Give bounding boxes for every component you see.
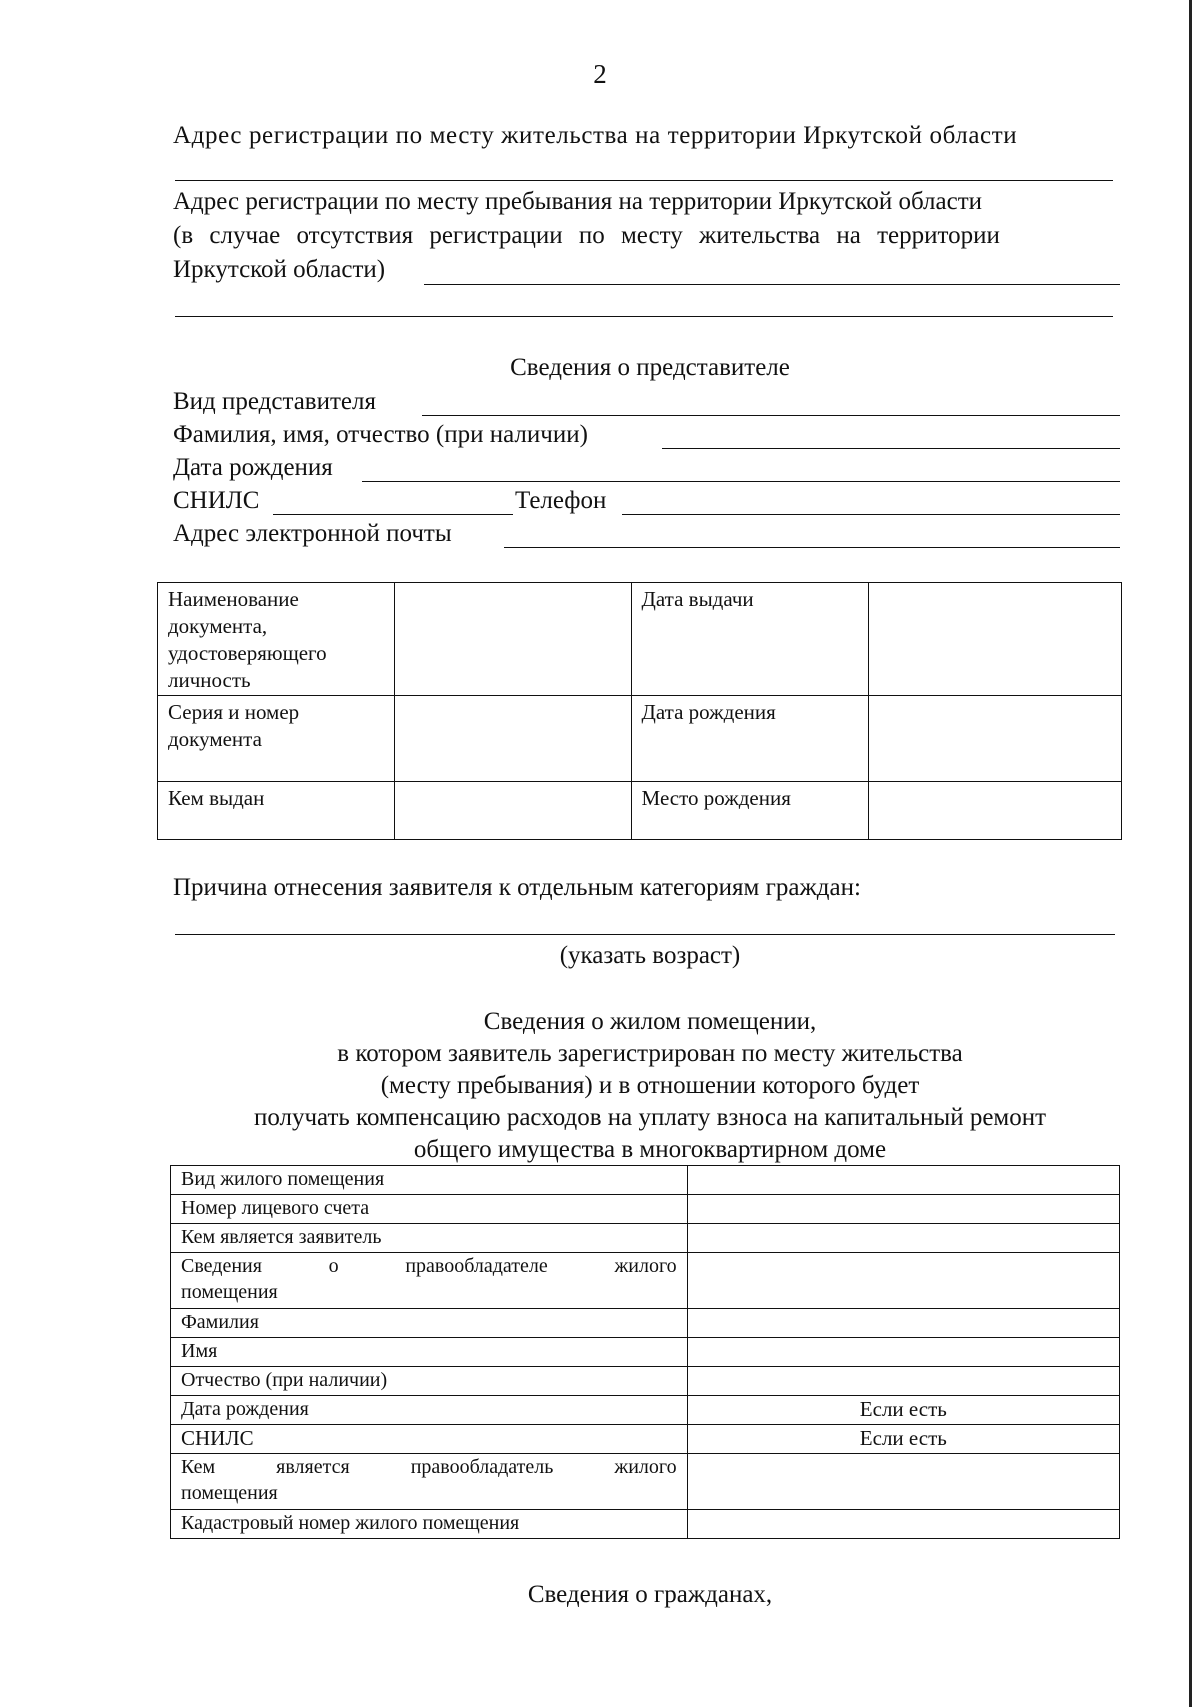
representative-email-field[interactable] <box>504 547 1120 548</box>
issued-by-label-cell <box>158 782 395 840</box>
table-row <box>158 583 1122 696</box>
table-row <box>171 1195 1120 1224</box>
table-row <box>171 1309 1120 1338</box>
table-row <box>158 782 1122 840</box>
holder-info-label-cell <box>171 1253 688 1309</box>
holder-role-label-line-2: помещения <box>181 1482 278 1504</box>
doc-series-label-cell <box>158 696 395 782</box>
cadastral-value-cell[interactable] <box>687 1510 1119 1539</box>
table-row <box>171 1224 1120 1253</box>
representative-type-label: Вид представителя <box>173 388 376 415</box>
holder-info-word: жилого <box>614 1255 677 1277</box>
representative-email-label: Адрес электронной почты <box>173 520 452 547</box>
issue-date-value-cell[interactable] <box>869 583 1122 696</box>
housing-type-label-cell <box>171 1166 688 1195</box>
holder-snils-label-cell <box>171 1425 688 1454</box>
last-name-label: Фамилия <box>181 1311 259 1333</box>
id-document-table <box>157 582 1122 840</box>
birth-place-value-cell[interactable] <box>869 782 1122 840</box>
doc-name-label-line: документа, <box>168 614 268 638</box>
representative-heading: Сведения о представителе <box>510 354 790 381</box>
holder-role-word: Кем <box>181 1456 216 1478</box>
doc-series-value-cell[interactable] <box>394 696 631 782</box>
stay-address-field-2[interactable] <box>175 316 1113 317</box>
holder-info-word: о <box>328 1255 339 1277</box>
residence-address-field[interactable] <box>175 180 1113 181</box>
representative-birth-field[interactable] <box>362 481 1120 482</box>
holder-role-value-cell[interactable] <box>687 1454 1119 1510</box>
birth-date-value-cell[interactable] <box>869 696 1122 782</box>
holder-snils-label: СНИЛС <box>181 1426 254 1450</box>
issue-date-label-cell <box>631 583 869 696</box>
page-edge-line <box>1189 0 1192 1707</box>
housing-heading-line: в котором заявитель зарегистрирован по месту жительства <box>337 1040 963 1067</box>
holder-role-label-line <box>181 1454 677 1480</box>
doc-name-value-cell[interactable] <box>394 583 631 696</box>
holder-birth-value: Если есть <box>859 1397 947 1421</box>
first-name-label-cell <box>171 1338 688 1367</box>
residence-address-label <box>173 120 1120 152</box>
patronymic-label: Отчество (при наличии) <box>181 1369 388 1391</box>
holder-info-label-line-2: помещения <box>181 1281 278 1303</box>
applicant-role-value-cell[interactable] <box>687 1224 1119 1253</box>
stay-address-text-2: (в случае отсутствия регистрации по месту жительства на территории <box>173 222 1000 249</box>
table-row <box>171 1166 1120 1195</box>
doc-series-label-line: Серия и номер <box>168 700 300 724</box>
representative-fio-label: Фамилия, имя, отчество (при наличии) <box>173 421 588 448</box>
holder-birth-label: Дата рождения <box>181 1398 309 1420</box>
first-name-value-cell[interactable] <box>687 1338 1119 1367</box>
reason-label: Причина отнесения заявителя к отдельным категориям граждан: <box>173 874 861 901</box>
stay-address-line-3: Иркутской области) <box>173 256 386 283</box>
housing-heading-line: Сведения о жилом помещении, <box>483 1008 817 1035</box>
representative-snils-label: СНИЛС <box>173 487 260 514</box>
patronymic-value-cell[interactable] <box>687 1367 1119 1396</box>
stay-address-field[interactable] <box>424 284 1120 285</box>
doc-series-label-line: документа <box>168 727 262 751</box>
holder-info-word: правообладателе <box>405 1255 548 1277</box>
holder-birth-value-cell[interactable] <box>687 1396 1119 1425</box>
holder-role-label-cell <box>171 1454 688 1510</box>
representative-birth-label: Дата рождения <box>173 454 333 481</box>
stay-address-text-1: Адрес регистрации по месту пребывания на территории Иркутской области <box>173 188 983 215</box>
holder-role-word: жилого <box>614 1456 677 1478</box>
birth-place-label: Место рождения <box>641 786 791 810</box>
table-row <box>171 1454 1120 1510</box>
account-value-cell[interactable] <box>687 1195 1119 1224</box>
cadastral-label: Кадастровый номер жилого помещения <box>181 1512 520 1534</box>
holder-role-word: правообладатель <box>410 1456 554 1478</box>
representative-phone-label: Телефон <box>515 487 607 514</box>
representative-phone-field[interactable] <box>622 514 1120 515</box>
holder-info-value-cell[interactable] <box>687 1253 1119 1309</box>
citizens-heading: Сведения о гражданах, <box>527 1581 773 1608</box>
holder-info-word: Сведения <box>181 1255 262 1277</box>
doc-name-label-line: личность <box>168 668 251 692</box>
reason-field[interactable] <box>175 934 1115 935</box>
last-name-label-cell <box>171 1309 688 1338</box>
issued-by-label: Кем выдан <box>168 786 265 810</box>
first-name-label: Имя <box>181 1340 218 1362</box>
table-row <box>171 1338 1120 1367</box>
account-label-cell <box>171 1195 688 1224</box>
housing-heading-line: получать компенсацию расходов на уплату взноса на капитальный ремонт <box>253 1104 1047 1131</box>
table-row <box>171 1425 1120 1454</box>
holder-snils-value: Если есть <box>859 1426 947 1450</box>
table-row <box>171 1253 1120 1309</box>
stay-address-line-1 <box>173 186 1120 218</box>
table-row <box>158 696 1122 782</box>
cadastral-label-cell <box>171 1510 688 1539</box>
applicant-role-label-cell <box>171 1224 688 1253</box>
holder-snils-value-cell[interactable] <box>687 1425 1119 1454</box>
housing-heading-line: (месту пребывания) и в отношении которого будет <box>380 1072 920 1099</box>
birth-date-label: Дата рождения <box>641 700 776 724</box>
residence-address-text: Адрес регистрации по месту жительства на территории Иркутской области <box>173 122 1018 149</box>
doc-name-label-line: Наименование <box>168 587 299 611</box>
housing-type-value-cell[interactable] <box>687 1166 1119 1195</box>
applicant-role-label: Кем является заявитель <box>181 1226 382 1248</box>
housing-heading-line: общего имущества в многоквартирном доме <box>413 1136 887 1163</box>
table-row <box>171 1510 1120 1539</box>
reason-hint: (указать возраст) <box>559 942 741 969</box>
birth-date-label-cell <box>631 696 869 782</box>
representative-type-field[interactable] <box>422 415 1120 416</box>
holder-role-word: является <box>276 1456 350 1478</box>
doc-name-label-cell <box>158 583 395 696</box>
holder-birth-label-cell <box>171 1396 688 1425</box>
issue-date-label: Дата выдачи <box>641 587 754 611</box>
account-label: Номер лицевого счета <box>181 1197 370 1219</box>
table-row <box>171 1396 1120 1425</box>
page-number: 2 <box>593 59 607 89</box>
housing-table <box>170 1165 1120 1539</box>
housing-type-label: Вид жилого помещения <box>181 1168 385 1190</box>
last-name-value-cell[interactable] <box>687 1309 1119 1338</box>
representative-fio-field[interactable] <box>662 448 1120 449</box>
table-row <box>171 1367 1120 1396</box>
holder-info-label-line <box>181 1253 677 1279</box>
doc-name-label-line: удостоверяющего <box>168 641 327 665</box>
stay-address-line-2 <box>173 220 1120 252</box>
birth-place-label-cell <box>631 782 869 840</box>
issued-by-value-cell[interactable] <box>394 782 631 840</box>
representative-snils-field[interactable] <box>273 514 513 515</box>
patronymic-label-cell <box>171 1367 688 1396</box>
